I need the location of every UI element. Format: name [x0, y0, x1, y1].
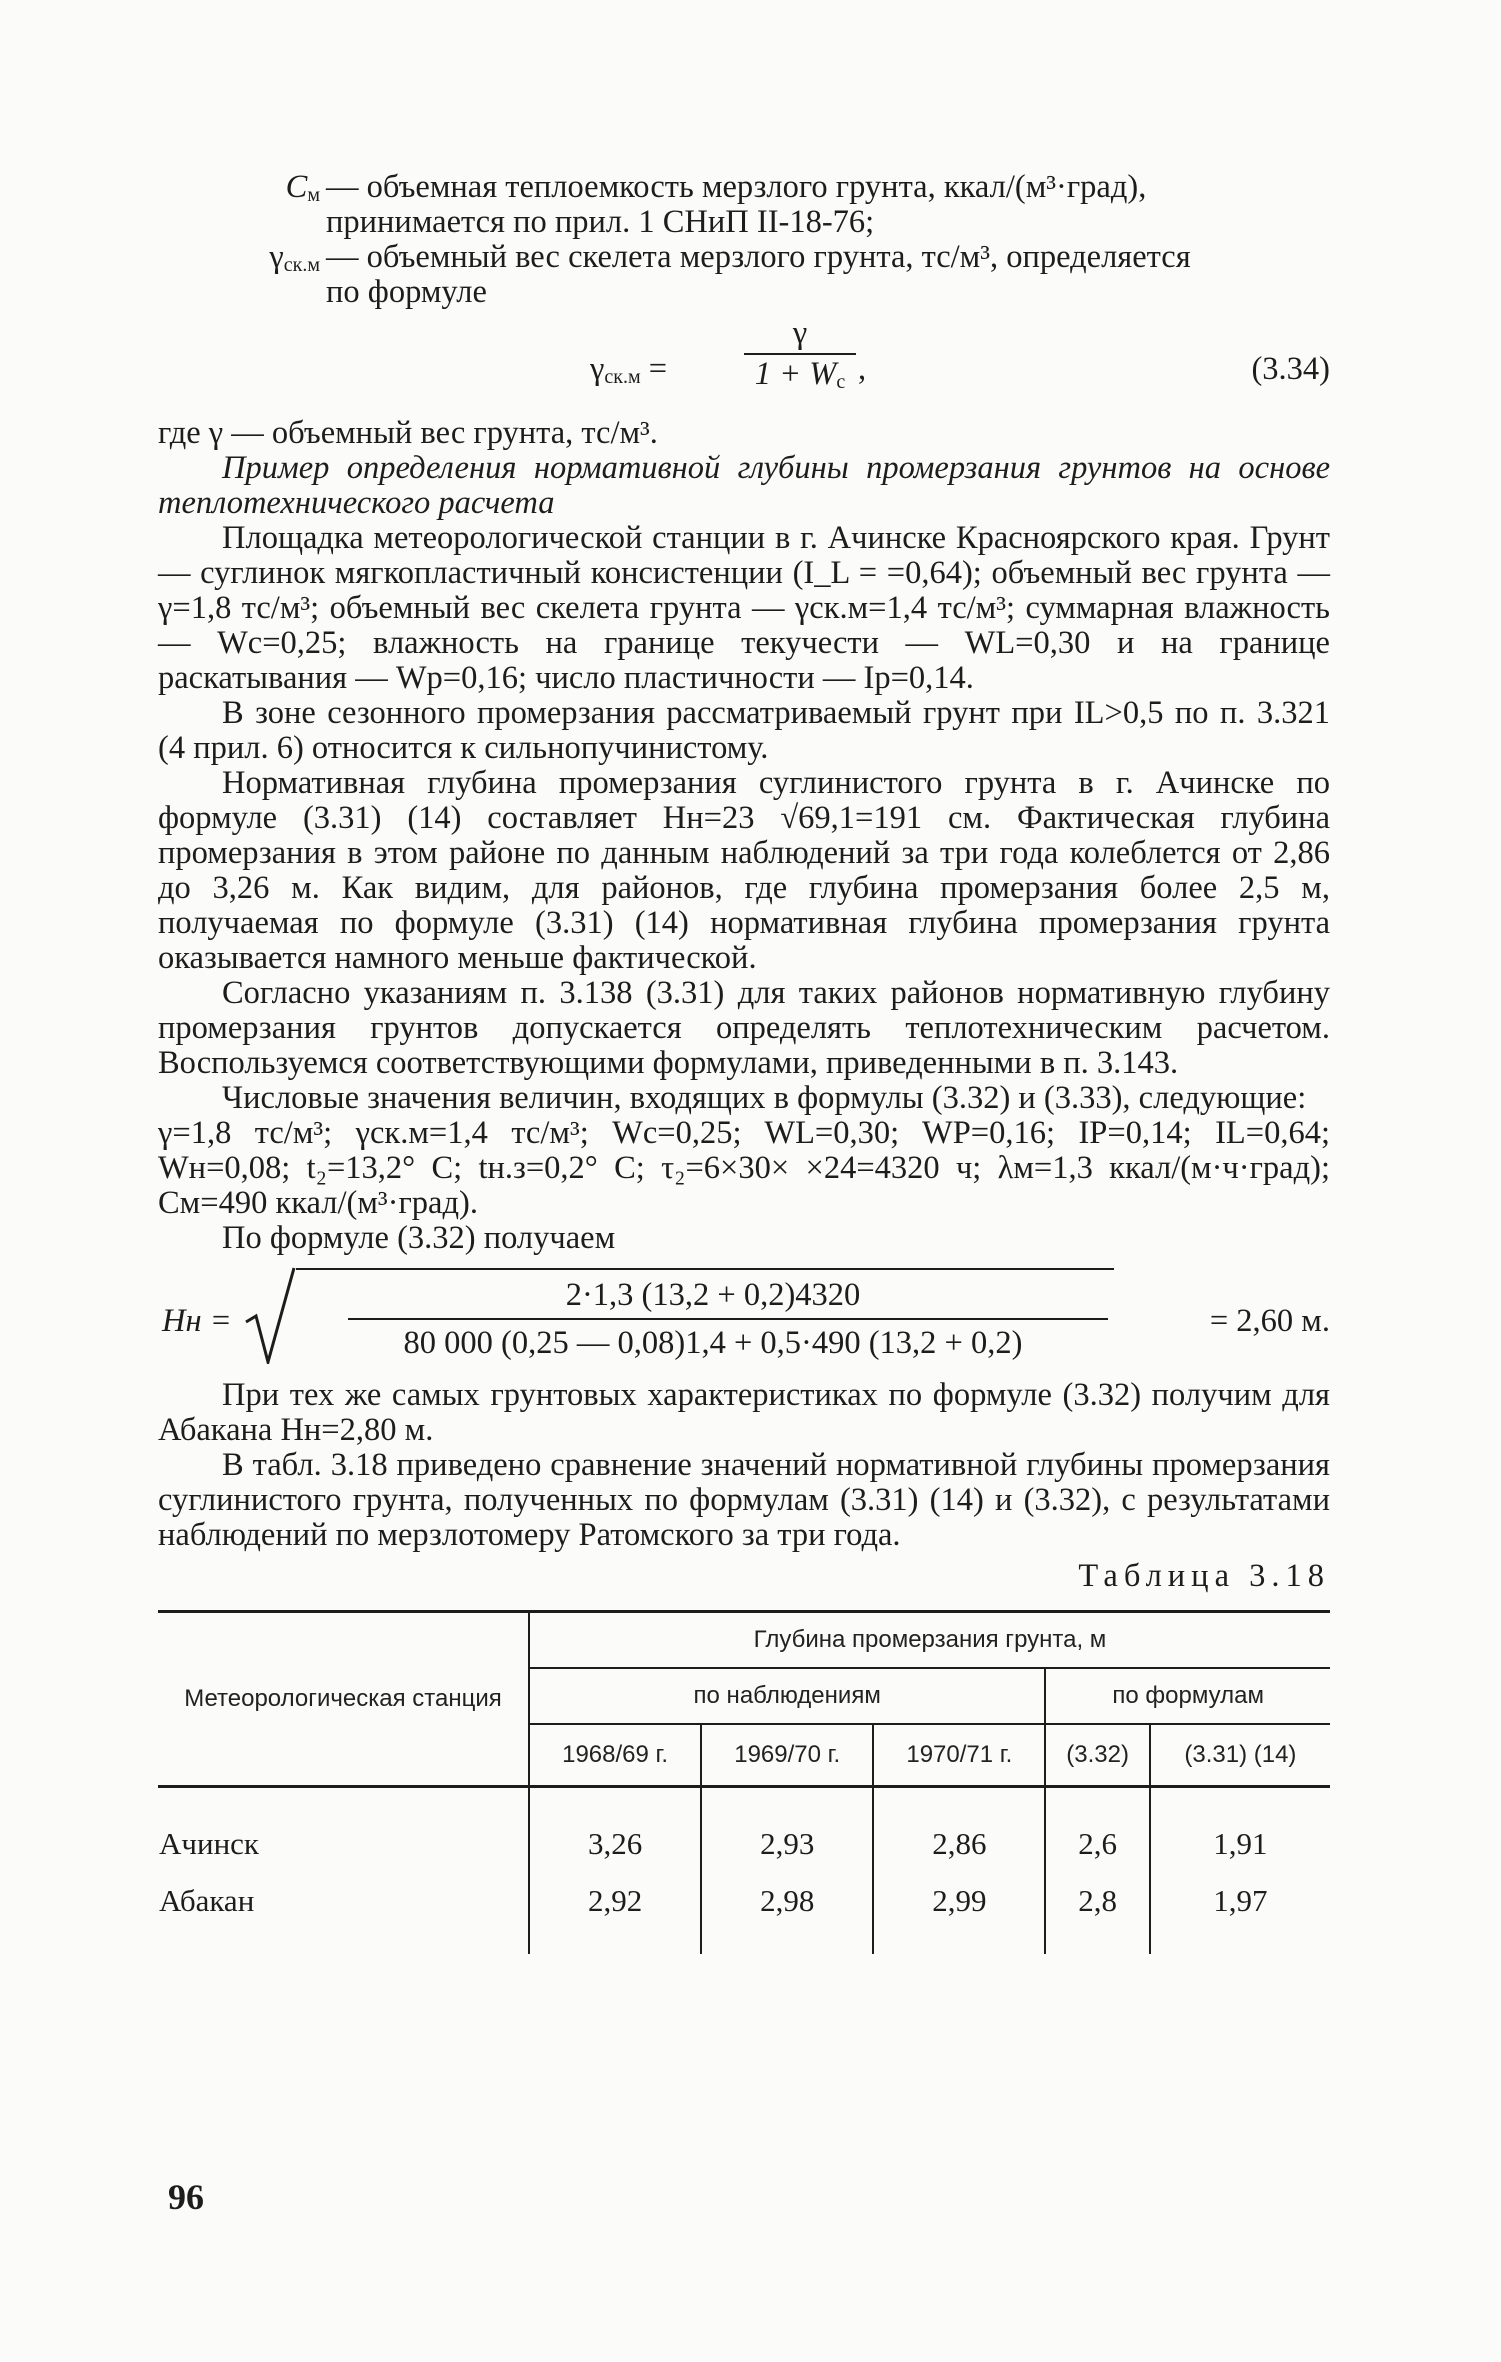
- value-cell: 2,92: [529, 1877, 701, 1954]
- definition-gamma-skm: [198, 240, 1330, 310]
- formula-3-32: [158, 1264, 1330, 1372]
- formula-number: (3.34): [1251, 351, 1330, 387]
- example-heading: Пример определения нормативной глубины промерзания грунтов на основе теплотехнического расчета: [158, 450, 1330, 521]
- paragraph-table-intro: В табл. 3.18 приведено сравнение значений нормативной глубины промерзания суглинистого грунта, полученных по формулам (3.31) (14) и (3.32), с результатами наблюдений по мерзлотомеру Ратомского за три года.: [158, 1447, 1330, 1553]
- paragraph-instructions: Согласно указаниям п. 3.138 (3.31) для таких районов нормативную глубину промерзания грунтов допускается определять теплотехническим расчетом. Воспользуемся соответствующими формулами, приведенными в п. 3.143.: [158, 975, 1330, 1081]
- page-content: [158, 170, 1330, 1954]
- value-cell: 2,8: [1045, 1877, 1149, 1954]
- symbol: γ: [269, 239, 284, 275]
- value-cell: 1,91: [1213, 1825, 1268, 1861]
- formula-lhs: γ: [590, 351, 605, 387]
- column-header: 1968/69 г.: [529, 1724, 701, 1787]
- value-cell: 2,86: [873, 1787, 1045, 1878]
- formula-3-34: [158, 316, 1330, 416]
- station-header: Метеорологическая станция: [158, 1612, 529, 1787]
- paragraph-zone: В зоне сезонного промерзания рассматриваемый грунт при IL>0,5 по п. 3.321 (4 прил. 6) относится к сильнопучинистому.: [158, 695, 1330, 766]
- column-header: (3.31) (14): [1184, 1741, 1297, 1768]
- value-cell: 3,26: [529, 1787, 701, 1878]
- formula-denominator: 1 + W: [754, 356, 837, 392]
- column-header: 1969/70 г.: [701, 1724, 873, 1787]
- formula-numerator: γ: [744, 316, 856, 355]
- definition-cont: по формуле: [326, 274, 487, 310]
- formula-lhs-sub: ск.м: [604, 366, 641, 388]
- definitions-list: [198, 170, 1330, 310]
- formula-numerator: 2·1,3 (13,2 + 0,2)4320: [565, 1277, 861, 1313]
- table-row: [158, 1877, 1330, 1954]
- paragraph-site: Площадка метеорологической станции в г. Ачинске Красноярского края. Грунт — суглинок мягкопластичный консистенции (I_L = =0,64); объемный вес грунта — γ=1,8 тс/м³; объемный вес скелета грунта — γск.м=1,4 тс/м³; суммарная влажность — Wc=0,25; влажность на границе текучести — WL=0,30 и на границе раскатывания — Wp=0,16; число пластичности — Ip=0,14.: [158, 520, 1330, 696]
- radical-bar: [296, 1268, 1114, 1270]
- table-caption: Таблица 3.18: [1078, 1558, 1330, 1594]
- formula-lhs: Hн =: [162, 1303, 232, 1339]
- station-name: Ачинск: [158, 1787, 529, 1878]
- value-cell: 2,6: [1045, 1787, 1149, 1878]
- where-line: где γ — объемный вес грунта, тс/м³.: [158, 415, 658, 451]
- depth-table: [158, 1610, 1330, 1954]
- value-cell: 2,98: [701, 1877, 873, 1954]
- formula-equals: =: [648, 351, 668, 387]
- formula-denominator: 80 000 (0,25 — 0,08)1,4 + 0,5·490 (13,2 + 0,2): [403, 1325, 1023, 1361]
- table-row: [158, 1787, 1330, 1878]
- table-header-row: [158, 1612, 1330, 1669]
- radical-sign-icon: [244, 1264, 296, 1364]
- symbol-sub: м: [307, 184, 320, 206]
- symbol-sub: ск.м: [283, 254, 320, 276]
- column-header: 1970/71 г.: [873, 1724, 1045, 1787]
- formula-comma: ,: [858, 351, 867, 387]
- group-header: Глубина промерзания грунта, м: [529, 1612, 1330, 1669]
- fraction-line: [348, 1318, 1108, 1320]
- page-number: 96: [168, 2177, 204, 2217]
- observations-header: по наблюдениям: [529, 1668, 1045, 1724]
- paragraph-formula-intro: По формуле (3.32) получаем: [222, 1220, 616, 1256]
- definition-text: — объемный вес скелета мерзлого грунта, тс/м³, определяется: [326, 239, 1191, 275]
- formulas-header: по формулам: [1045, 1668, 1330, 1724]
- symbol: C: [285, 169, 308, 205]
- definition-cont: принимается по прил. 1 СНиП II-18-76;: [326, 204, 875, 240]
- station-name: Абакан: [158, 1877, 529, 1954]
- value-cell: 1,97: [1213, 1883, 1268, 1918]
- paragraph-norm-depth: Нормативная глубина промерзания суглинистого грунта в г. Ачинске по формуле (3.31) (14) составляет Hн=23 √69,1=191 см. Фактическая глубина промерзания в этом районе по данным наблюдений за три года колеблется от 2,86 до 3,26 м. Как видим, для районов, где глубина промерзания более 2,5 м, получаемая по формуле (3.31) (14) нормативная глубина промерзания грунта оказывается намного меньше фактической.: [158, 765, 1330, 976]
- definition-cm: [198, 170, 1330, 240]
- definition-text: — объемная теплоемкость мерзлого грунта, ккал/(м³·град),: [326, 169, 1147, 205]
- value-cell: 2,93: [701, 1787, 873, 1878]
- paragraph-values-intro: Числовые значения величин, входящих в формулы (3.32) и (3.33), следующие:: [222, 1080, 1307, 1116]
- formula-result: = 2,60 м.: [1209, 1303, 1330, 1339]
- formula-fraction: [744, 316, 856, 400]
- paragraph-abakan: При тех же самых грунтовых характеристиках по формуле (3.32) получим для Абакана Hн=2,80 м.: [158, 1377, 1330, 1448]
- paragraph-values: γ=1,8 тс/м³; γск.м=1,4 тс/м³; Wc=0,25; WL=0,30; WP=0,16; IP=0,14; IL=0,64; Wн=0,08; t₂=13,2° С; tн.з=0,2° С; τ₂=6×30× ×24=4320 ч; λм=1,3 ккал/(м·ч·град); Cм=490 ккал/(м³·град).: [158, 1115, 1330, 1221]
- column-header: (3.32): [1045, 1724, 1149, 1787]
- value-cell: 2,99: [873, 1877, 1045, 1954]
- formula-den-sub: c: [836, 371, 846, 393]
